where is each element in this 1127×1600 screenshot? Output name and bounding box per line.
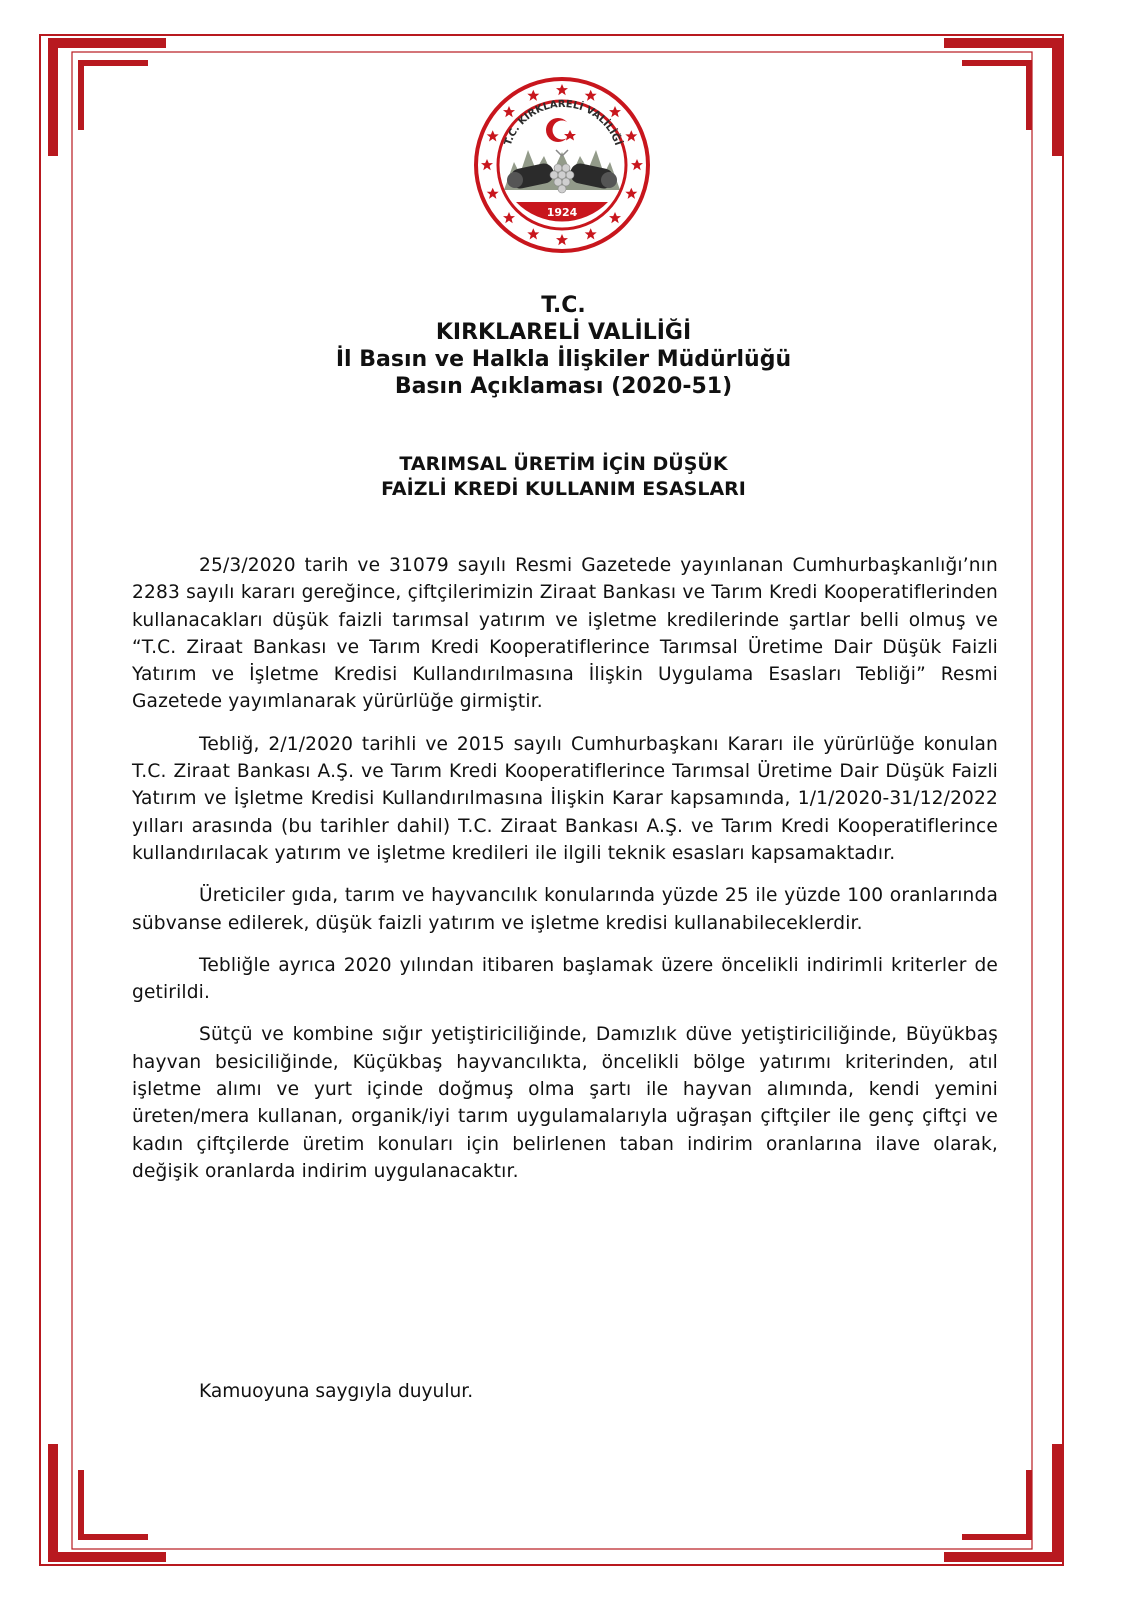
paragraph: 25/3/2020 tarih ve 31079 sayılı Resmi Gazetede yayınlanan Cumhurbaşkanlığı’nın 2283 sayılı kararı gereğince, çiftçilerimizin Ziraat Bankası ve Tarım Kredi Kooperatiflerinden kullanacakları düşük faizli tarımsal yatırım ve işletme kredilerinde şartlar belli olmuş ve “T.C. Ziraat Bankası ve Tarım Kredi Kooperatiflerince Tarımsal Üretime Dair Düşük Faizli Yatırım ve İşletme Kredisi Kullandırılmasına İlişkin Uygulama Esasları Tebliği” Resmi Gazetede yayımlanarak yürürlüğe girmiştir. [132, 555, 998, 713]
paragraph: Sütçü ve kombine sığır yetiştiriciliğinde, Damızlık düve yetiştiriciliğinde, Büyükbaş hayvan besiciliğinde, Küçükbaş hayvancılıkta, öncelikli bölge yatırımı kriterinden, atıl işletme alımı ve yurt içinde doğmuş olma şartı ile hayvan alımında, kendi yemini üreten/mera kullanan, organik/iyi tarım uygulamalarıyla uğraşan çiftçiler ile genç çiftçi ve kadın çiftçilerde üretim konuları için belirlenen taban indirim oranlarına ilave olarak, değişik oranlarda indirim uygulanacaktır. [132, 1024, 998, 1182]
header-line-governorship: KIRKLARELİ VALİLİĞİ [435, 320, 692, 345]
seal-ring-text: T.C. KIRKLARELİ VALİLİĞİ [502, 98, 624, 147]
paragraph: Üreticiler gıda, tarım ve hayvancılık konularında yüzde 25 ile yüzde 100 oranlarında sübvanse edilerek, düşük faizli yatırım ve işletme kredisi kullanabileceklerdir. [132, 885, 998, 934]
header-line-tc: T.C. [541, 293, 586, 318]
closing-line: Kamuoyuna saygıyla duyulur. [199, 1381, 474, 1402]
seal-year: 1924 [546, 206, 578, 219]
document-body [132, 552, 998, 1200]
document-subject [0, 452, 1127, 502]
header-line-directorate: İl Basın ve Halkla İlişkiler Müdürlüğü [335, 347, 792, 372]
paragraph: Tebliğle ayrıca 2020 yılından itibaren başlamak üzere öncelikli indirimli kriterler de getirildi. [132, 954, 998, 1004]
paragraph: Tebliğ, 2/1/2020 tarihli ve 2015 sayılı Cumhurbaşkanı Kararı ile yürürlüğe konulan T.C. Ziraat Bankası A.Ş. ve Tarım Kredi Kooperatiflerince Tarımsal Üretime Dair Düşük Faizli Yatırım ve İşletme Kredisi Kullandırılmasına İlişkin Karar kapsamında, 1/1/2020-31/12/2022 yılları arasında (bu tarihler dahil) T.C. Ziraat Bankası A.Ş. ve Tarım Kredi Kooperatiflerince kullandırılacak yatırım ve işletme kredileri ile ilgili teknik esasları kapsamaktadır. [132, 733, 998, 864]
header-line-press-release: Basın Açıklaması (2020-51) [394, 374, 733, 399]
kirklareli-valiligi-seal [470, 70, 655, 265]
document-header [0, 292, 1127, 400]
subject-line-1: TARIMSAL ÜRETİM İÇİN DÜŞÜK [399, 453, 728, 475]
subject-line-2: FAİZLİ KREDİ KULLANIM ESASLARI [381, 478, 746, 500]
